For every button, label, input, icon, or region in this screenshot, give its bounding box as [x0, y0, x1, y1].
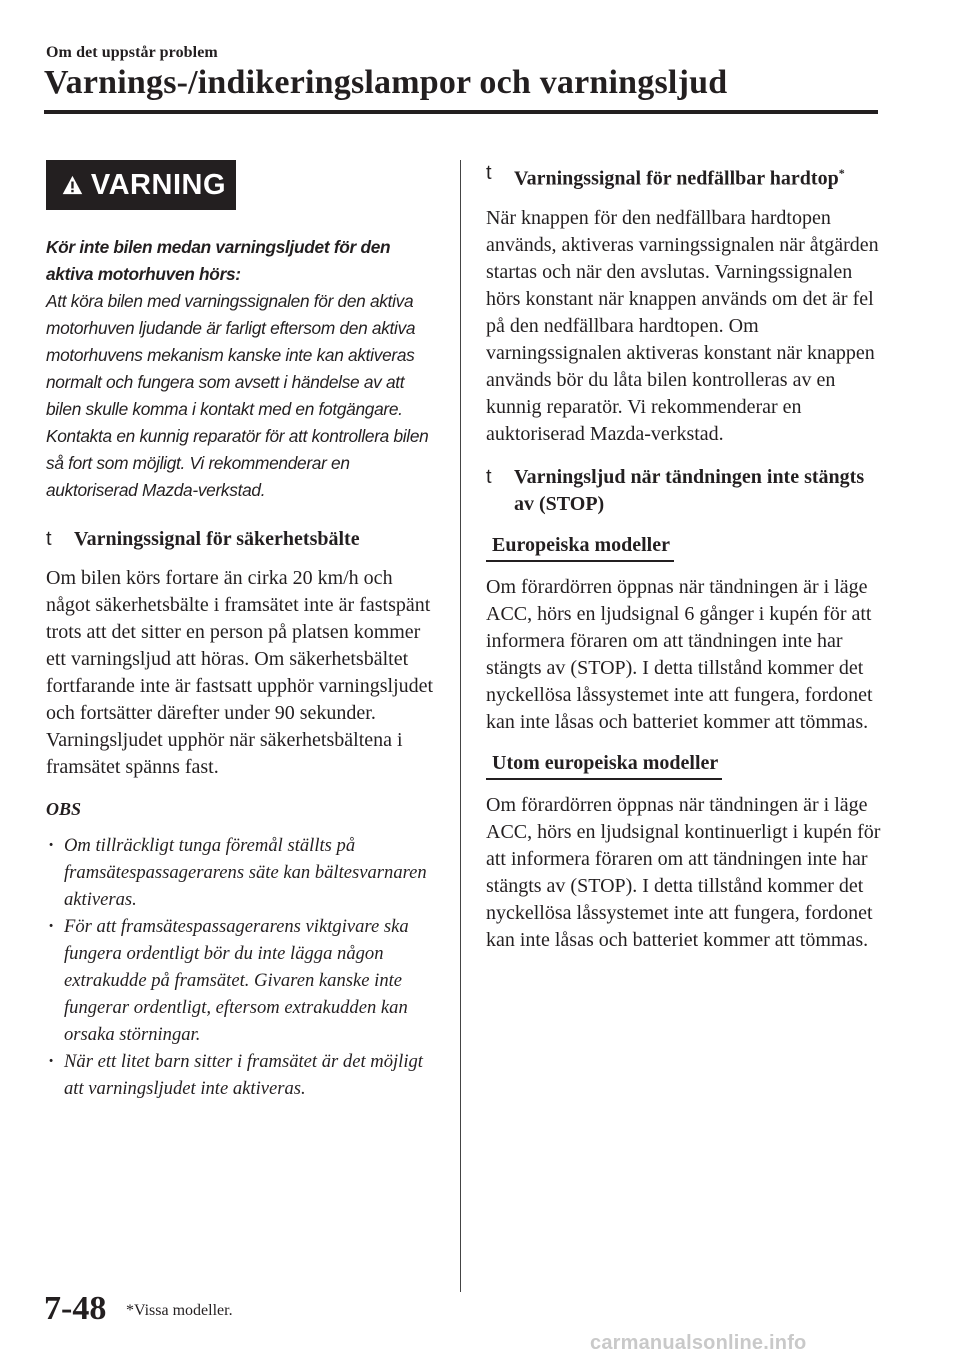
ignition-heading [486, 464, 886, 518]
section-marker-icon: t [486, 162, 492, 184]
non-european-models-body: Om förardörren öppnas när tändningen är i läge ACC, hörs en ljudsignal kontinuerligt i kupén för att informera föraren om att tändningen inte har stängts av (STOP). I detta tillstånd kommer det nyckellösa låssystemet inte att fungera, fordonet kan inte låsas och batteriet kommer att tömmas. [486, 793, 881, 951]
european-models-heading: Europeiska modeller [486, 532, 674, 562]
hardtop-heading [486, 160, 886, 193]
footnote: *Vissa modeller. [126, 1302, 233, 1319]
seatbelt-body: Om bilen körs fortare än cirka 20 km/h och något säkerhetsbälte i framsätet inte är fastspänt trots att det sitter en person på platsen kommer ett varningsljud att höras. Om säkerhetsbältet fortfarande inte är fastsatt upphör varningsljudet och fortsätter därefter under 90 sekunder. Varningsljudet upphör när säkerhetsbältena i framsätet spänns fast. [46, 567, 434, 778]
page-number: 7-48 [44, 1290, 107, 1327]
header-rule [44, 110, 878, 114]
european-models-body: Om förardörren öppnas när tändningen är i läge ACC, hörs en ljudsignal 6 gånger i kupén för att informera föraren om att tändningen inte har stängts av (STOP). I detta tillstånd kommer det nyckellösa låssystemet inte att fungera, fordonet kan inte låsas och batteriet kommer att tömmas. [486, 575, 873, 733]
note-item: · När ett litet barn sitter i framsätet är det möjligt att varningsljudet inte aktiveras. [46, 1048, 436, 1102]
note-item: · Om tillräckligt tunga föremål ställts på framsätespassagerarens säte kan bältesvarnaren aktiveras. [46, 832, 436, 913]
hardtop-body: När knappen för den nedfällbara hardtopen används, aktiveras varningssignalen när åtgärden startas och när den avslutas. Varningssignalen hörs konstant när knappen används om det är fel på den nedfällbara hardtopen. Om varningssignalen aktiveras konstant när knappen används bör du låta bilen kontrolleras av en kunnig reparatör. Vi rekommenderar en auktoriserad Mazda-verkstad. [486, 206, 879, 445]
column-divider [460, 160, 461, 1292]
section-marker-icon: t [486, 465, 492, 488]
left-column [46, 160, 436, 1102]
obs-notes [46, 832, 436, 1102]
obs-label: OBS [46, 799, 82, 819]
right-column [486, 160, 886, 954]
warning-label: VARNING [90, 168, 226, 201]
section-marker-icon: t [46, 528, 52, 550]
warning-triangle-icon [62, 171, 83, 199]
warning-heading: Kör inte bilen medan varningsljudet för den aktiva motorhuven hörs: [46, 237, 391, 284]
hardtop-heading-text: Varningssignal för nedfällbar hardtop [514, 167, 839, 190]
note-item: · För att framsätespassagerarens viktgivare ska fungera ordentligt bör du inte lägga någon extrakudde på framsätet. Givaren kanske inte fungerar ordentligt, eftersom extrakudden kan orsaka störningar. [46, 913, 436, 1048]
page-title: Varnings-/indikeringslampor och varningsljud [44, 64, 728, 101]
section-label: Om det uppstår problem [46, 44, 218, 61]
watermark: carmanualsonline.info [590, 1332, 807, 1354]
ignition-heading-text: Varningsljud när tändningen inte stängts av (STOP) [514, 465, 865, 515]
warning-body: Att köra bilen med varningssignalen för den aktiva motorhuven ljudande är farligt eftersom den aktiva motorhuvens mekanism kanske inte kan aktiveras normalt och fungera som avsett i händelse av att bilen skulle komma i kontakt med en fotgängare. Kontakta en kunnig reparatör för att kontrollera bilen så fort som möjligt. Vi rekommenderar en auktoriserad Mazda-verkstad. [46, 291, 429, 500]
footnote-mark: * [838, 166, 845, 180]
warning-banner [46, 160, 236, 210]
seatbelt-heading [46, 526, 436, 553]
seatbelt-heading-text: Varningssignal för säkerhetsbälte [74, 528, 360, 550]
non-european-models-heading: Utom europeiska modeller [486, 750, 722, 780]
